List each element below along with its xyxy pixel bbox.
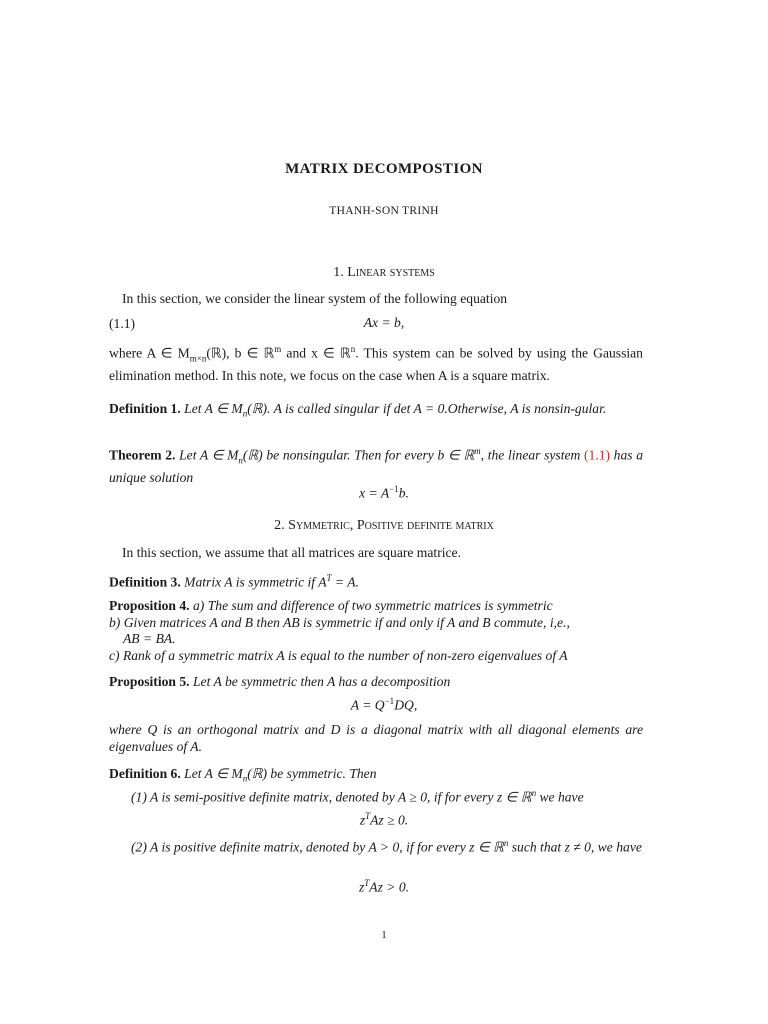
- def6-text-a: Let A ∈ M: [184, 766, 243, 781]
- definition-3-label: Definition 3.: [109, 574, 181, 590]
- thm2-text-b: (ℝ) be nonsingular. Then for every b ∈ ℝ: [242, 447, 475, 463]
- equation-1-1: Ax = b,: [363, 315, 405, 330]
- def6-eq2-b: Az > 0.: [369, 879, 410, 895]
- theorem-2-equation: [0, 484, 768, 502]
- proposition-5-equation: [0, 696, 768, 714]
- para-text-d: . This system can be solved by using the Gaussian elimination method. In this note, we focus on the case when A is a square matrix.: [109, 345, 643, 384]
- prop5-text: Let A be symmetric then A has a decomposition: [192, 674, 451, 689]
- section-1-title: Linear systems: [347, 265, 435, 280]
- section-2-title: Symmetric, Positive definite matrix: [288, 518, 494, 533]
- def6-item2-b: such that z ≠ 0, we have: [508, 839, 642, 855]
- prop5-eq-sup: −1: [384, 696, 395, 706]
- thm2-text-c: , the linear system: [480, 447, 581, 463]
- proposition-4-line-c: c) Rank of a symmetric matrix A is equal to the number of non-zero eigenvalues of A: [109, 648, 568, 663]
- thm2-eq-sup: −1: [389, 484, 399, 494]
- page-number: 1: [381, 929, 387, 941]
- paper-title: MATRIX DECOMPOSTION: [285, 161, 483, 177]
- def6-item2-sup: n: [503, 838, 509, 848]
- def6-eq2-sup: T: [364, 878, 370, 888]
- section-2-number: 2.: [274, 518, 285, 533]
- definition-6-item-1: [131, 785, 584, 806]
- def6-item1-b: we have: [536, 789, 584, 805]
- def3-text-b: = A.: [331, 574, 359, 590]
- para-text-c: and x ∈ ℝ: [281, 345, 351, 361]
- thm2-text-a: Let A ∈ M: [179, 447, 239, 463]
- prop5-eq-b: DQ,: [394, 697, 418, 713]
- def6-item1-a: (1) A is semi-positive definite matrix, denoted by A ≥ 0, if for every z ∈ ℝ: [131, 789, 532, 805]
- thm2-text-d: has a unique solution: [109, 447, 643, 486]
- def6-sub: n: [242, 773, 248, 784]
- proposition-4-line-a: [109, 597, 643, 614]
- def6-eq2-a: z: [358, 879, 365, 895]
- def6-eq1-sup: T: [365, 811, 371, 821]
- proposition-4-label: Proposition 4.: [109, 598, 190, 613]
- proposition-5-explanation: where Q is an orthogonal matrix and D is a diagonal matrix with all diagonal elements are eigenvalues of A.: [109, 722, 643, 754]
- theorem-2-label: Theorem 2.: [109, 447, 176, 463]
- prop5-eq-a: A = Q: [350, 697, 385, 713]
- def1-text-b: (ℝ). A is called singular if det A = 0.Otherwise, A is nonsin-gular.: [247, 401, 607, 416]
- section-2-heading: [0, 518, 768, 534]
- proposition-4-line-b-cont: AB = BA.: [123, 631, 176, 646]
- def1-text-a: Let A ∈ M: [184, 401, 243, 416]
- thm2-eq-a: x = A: [359, 485, 390, 501]
- thm2-eq-b: b.: [398, 485, 409, 501]
- prop4-line-a: a) The sum and difference of two symmetric matrices is symmetric: [192, 598, 553, 613]
- definition-1: [109, 400, 643, 423]
- def3-sup: T: [326, 573, 332, 583]
- def6-item2-a: (2) A is positive definite matrix, denoted by A > 0, if for every z ∈ ℝ: [131, 839, 504, 855]
- def6-item1-sup: n: [531, 788, 537, 798]
- definition-6-item-2: [131, 835, 643, 856]
- para-sup-2: n: [350, 344, 356, 354]
- equation-reference-link[interactable]: (1.1): [583, 447, 611, 463]
- section-1-heading: [0, 265, 768, 281]
- equation-1-1-label: (1.1): [109, 316, 136, 331]
- definition-6-equation-2: [0, 878, 768, 896]
- theorem-2: [109, 443, 643, 486]
- section-1-intro: In this section, we consider the linear system of the following equation: [122, 291, 508, 306]
- definition-1-label: Definition 1.: [109, 401, 181, 416]
- definition-3: [109, 570, 643, 591]
- proposition-5: [109, 673, 643, 690]
- para-text-b: (ℝ), b ∈ ℝ: [206, 345, 275, 361]
- author-name: THANH-SON TRINH: [329, 205, 439, 217]
- proposition-5-label: Proposition 5.: [109, 674, 190, 689]
- section-1-number: 1.: [333, 265, 344, 280]
- definition-6-label: Definition 6.: [109, 766, 181, 781]
- section-1-paragraph: [109, 341, 643, 384]
- thm2-sub: n: [238, 455, 243, 466]
- para-text-a: where A ∈ M: [109, 345, 190, 361]
- thm2-sup: m: [474, 446, 481, 456]
- def6-text-b: (ℝ) be symmetric. Then: [247, 766, 377, 781]
- definition-6-equation-1: [0, 811, 768, 829]
- def1-sub: n: [242, 408, 248, 419]
- def6-eq1-a: z: [359, 812, 366, 828]
- para-sup-1: m: [274, 344, 282, 354]
- def6-eq1-b: Az ≥ 0.: [370, 812, 409, 828]
- section-2-intro: In this section, we assume that all matrices are square matrice.: [122, 545, 461, 560]
- para-sub: m×n: [189, 353, 207, 364]
- proposition-4-line-b: b) Given matrices A and B then AB is symmetric if and only if A and B commute, i,e.,: [109, 615, 570, 630]
- def3-text-a: Matrix A is symmetric if A: [184, 574, 327, 590]
